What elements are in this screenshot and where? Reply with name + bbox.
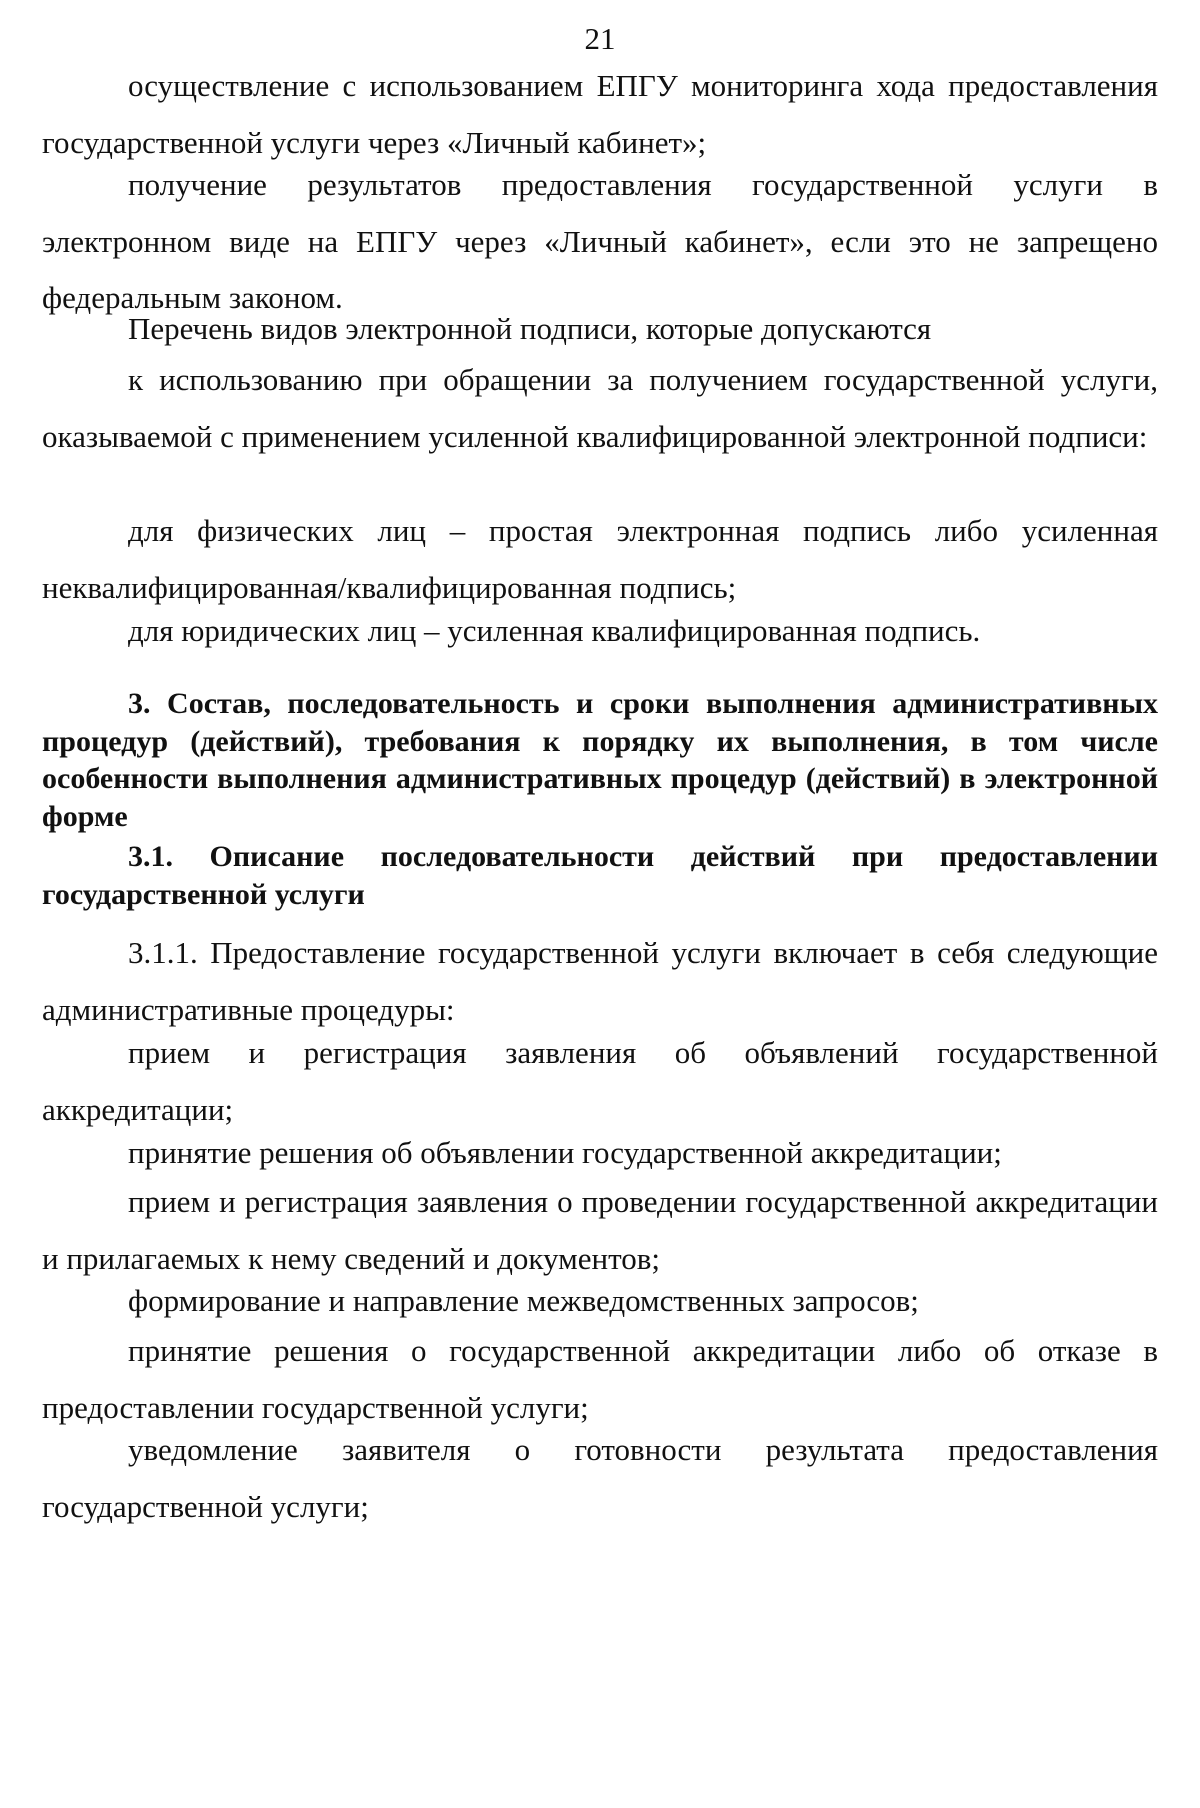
procedure-item: принятие решения об объявлении государственной аккредитации; bbox=[128, 1135, 1002, 1170]
procedure-item: уведомление заявителя о готовности результата предоставления государственной услуги; bbox=[42, 1432, 1158, 1524]
section-heading: 3. Состав, последовательность и сроки выполнения административных процедур (действий), требования к порядку их выполнения, в том числе особенности выполнения административных процедур (действий) в электронной форме bbox=[42, 687, 1158, 833]
procedure-item: прием и регистрация заявления о проведении государственной аккредитации и прилагаемых к нему сведений и документов; bbox=[42, 1184, 1158, 1276]
paragraph-signature-list-title: Перечень видов электронной подписи, которые допускаются bbox=[128, 311, 932, 346]
procedure-item: прием и регистрация заявления об объявлений государственной аккредитации; bbox=[42, 1035, 1158, 1127]
procedure-item: принятие решения о государственной аккредитации либо об отказе в предоставлении государственной услуги; bbox=[42, 1333, 1158, 1425]
paragraph-legal-entities: для юридических лиц – усиленная квалифицированная подпись. bbox=[128, 613, 981, 648]
subsection-heading: 3.1. Описание последовательности действий при предоставлении государственной услуги bbox=[42, 840, 1158, 911]
paragraph-signature-usage: к использованию при обращении за получением государственной услуги, оказываемой с применением усиленной квалифицированной электронной подписи: bbox=[42, 362, 1158, 454]
procedure-item: формирование и направление межведомственных запросов; bbox=[128, 1283, 919, 1318]
paragraph-results: получение результатов предоставления государственной услуги в электронном виде на ЕПГУ через «Личный кабинет», если это не запрещено федеральным законом. bbox=[42, 167, 1158, 315]
page-number: 21 bbox=[584, 21, 616, 56]
paragraph-monitoring: осуществление с использованием ЕПГУ мониторинга хода предоставления государственной услуги через «Личный кабинет»; bbox=[42, 68, 1158, 160]
paragraph-individuals: для физических лиц – простая электронная подпись либо усиленная неквалифицированная/квалифицированная подпись; bbox=[42, 513, 1158, 605]
procedures-intro: 3.1.1. Предоставление государственной услуги включает в себя следующие административные процедуры: bbox=[42, 935, 1158, 1027]
